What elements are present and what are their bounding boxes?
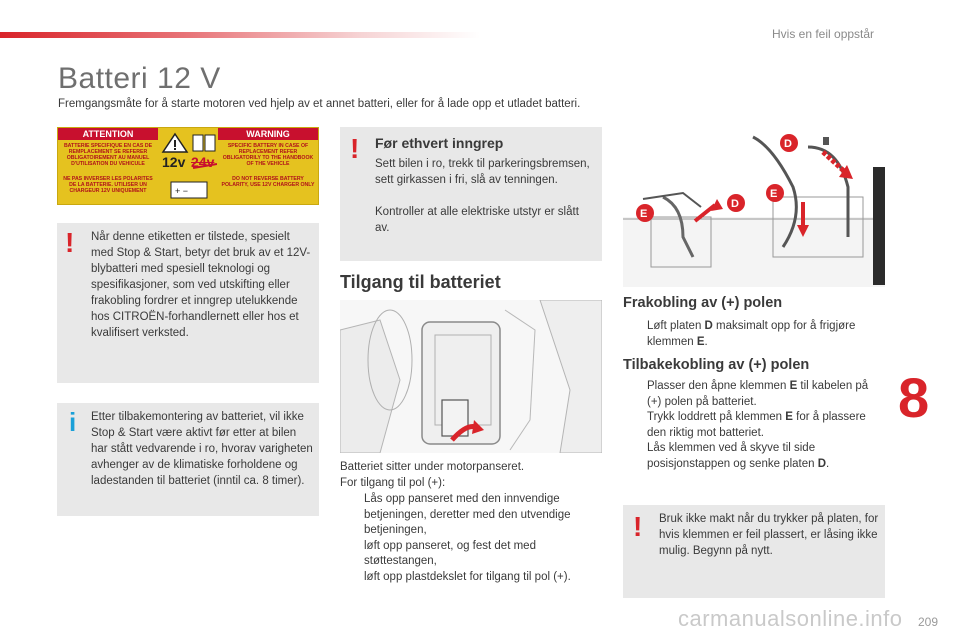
warning-icon: !: [350, 133, 360, 164]
page-number: 209: [918, 615, 939, 629]
list-item: Trykk loddrett på klemmen E for å plassere den riktig mot batteriet.: [647, 411, 866, 439]
access-intro-2: For tilgang til pol (+):: [340, 477, 446, 489]
battery-warning-label-image: [57, 127, 319, 205]
engine-bay-illustration: [340, 300, 602, 453]
chapter-number: 8: [898, 366, 930, 429]
list-item: Løft platen D maksimalt opp for å frigjøre klemmen E.: [647, 320, 856, 348]
before-any-work-box: [340, 127, 602, 261]
callout-d-left: D: [731, 198, 739, 210]
warning-box-force: [623, 505, 885, 598]
svg-text:+ −: + −: [175, 186, 189, 196]
label-warning-heading: WARNING: [218, 128, 318, 140]
page-title: Batteri 12 V: [58, 62, 221, 95]
info-icon: i: [69, 407, 77, 437]
label-pictograms: [161, 132, 217, 202]
label-english-top: SPECIFIC BATTERY IN CASE OF REPLACEMENT REFER OBLIGATORILY TO THE HANDBOOK OF THE VEHICLE: [222, 143, 314, 167]
watermark: carmanualsonline.info: [678, 606, 903, 631]
callout-d-right: D: [784, 138, 792, 150]
warning-box-special-battery: [57, 223, 319, 383]
access-intro-1: Batteriet sitter under motorpanseret.: [340, 461, 525, 473]
list-item: løft opp panseret, og fest det med støttestangen,: [364, 539, 536, 567]
before-box-title: Før ethvert inngrep: [375, 135, 504, 151]
label-french-bottom: NE PAS INVERSER LES POLARITES DE LA BATTERIE. UTILISER UN CHARGEUR 12V UNIQUEMENT: [63, 176, 153, 194]
warning-icon: !: [65, 227, 75, 258]
disconnect-heading: Frakobling av (+) polen: [623, 295, 783, 311]
warning-box-2-text: Bruk ikke makt når du trykker på platen, for hvis klemmen er feil plassert, er låsing ikke mulig. Begynn på nytt.: [659, 513, 879, 557]
section-title: Hvis en feil oppstår: [772, 27, 875, 41]
list-item: Lås opp panseret med den innvendige betjeningen, deretter med den utvendige betjeningen,: [364, 493, 571, 536]
list-item: Plasser den åpne klemmen E til kabelen på (+) polen på batteriet.: [647, 380, 869, 408]
disconnect-steps: [623, 319, 885, 350]
before-box-line-2: Kontroller at alle elektriske utstyr er slått av.: [375, 206, 579, 234]
callout-e-left: E: [640, 208, 648, 220]
battery-clamp-illustration: [623, 127, 885, 287]
info-box-text: Etter tilbakemontering av batteriet, vil ikke Stop & Start være aktivt før etter at bilen har stått vedvarende i ro, hvorav varigheten avhenger av de klimatiske forholdene og ladestanden til batteriet (inntil ca. 8 timer).: [91, 411, 313, 487]
list-item: løft opp plastdekslet for tilgang til pol (+).: [364, 570, 571, 583]
page-subtitle: Fremgangsmåte for å starte motoren ved hjelp av et annet batteri, eller for å lade opp et utladet batteri.: [58, 98, 581, 110]
label-french-top: BATTERIE SPECIFIQUE EN CAS DE REMPLACEMENT SE REFERER OBLIGATOIREMENT AU MANUEL D'UTILISATION DU VEHICULE: [63, 143, 153, 167]
info-box-stop-start: [57, 403, 319, 516]
before-box-line-1: Sett bilen i ro, trekk til parkeringsbremsen, sett girkassen i fri, slå av tenningen.: [375, 158, 590, 186]
label-12v: 12v: [162, 154, 186, 170]
warning-icon: !: [633, 511, 643, 542]
label-english-bottom: DO NOT REVERSE BATTERY POLARITY, USE 12V CHARGER ONLY: [221, 176, 315, 188]
access-heading: Tilgang til batteriet: [340, 272, 501, 292]
list-item: Lås klemmen ved å skyve til side posisjonstappen og senke platen D.: [647, 442, 830, 470]
reconnect-heading: Tilbakekobling av (+) polen: [623, 357, 810, 373]
warning-box-text: Når denne etiketten er tilstede, spesielt med Stop & Start, betyr det bruk av et 12V-blybatteri med spesiell teknologi og spesifikasjoner, som ved utskifting eller frakobling fordrer et inngrep utelukkende hos CITROËN-forhandlernett eller hos et kvalifisert verksted.: [91, 231, 311, 339]
label-24v: 24v: [191, 154, 215, 170]
label-attention-heading: ATTENTION: [58, 128, 158, 140]
chapter-color-bar: [0, 32, 480, 38]
reconnect-steps: [623, 379, 885, 472]
callout-e-right: E: [770, 188, 778, 200]
access-steps-list: [340, 492, 602, 585]
